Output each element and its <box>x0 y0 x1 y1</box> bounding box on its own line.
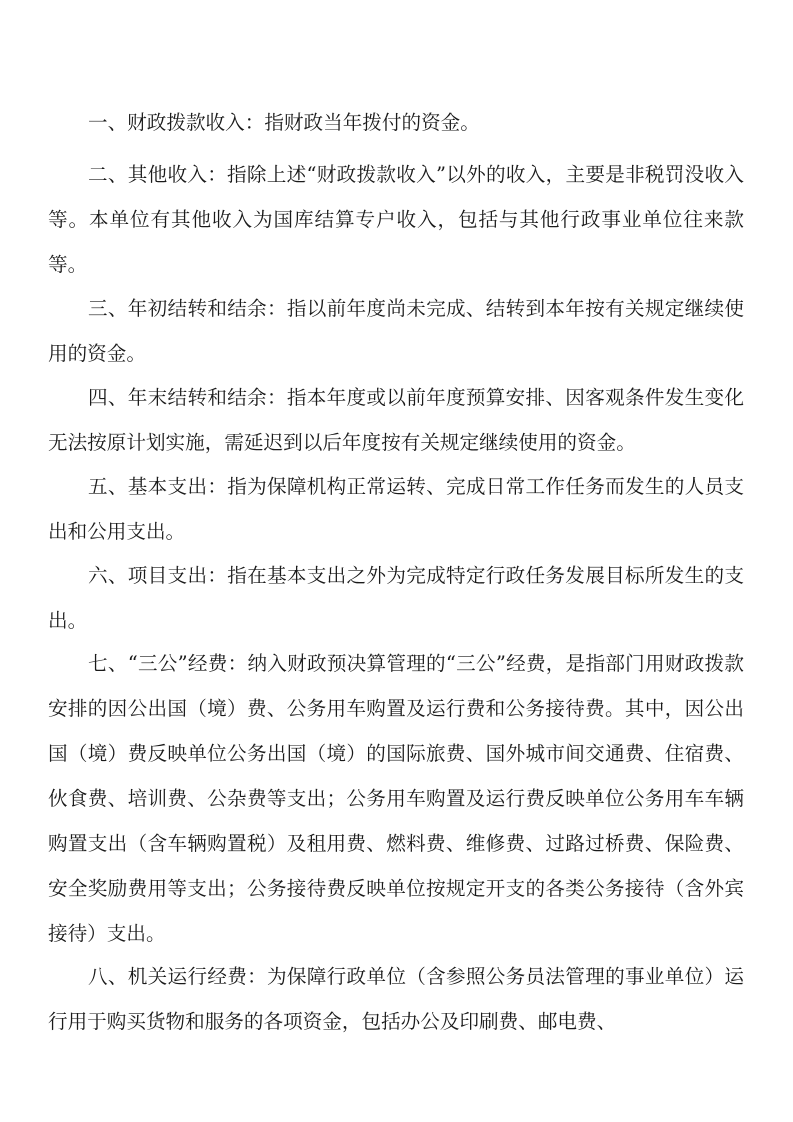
paragraph-basic-expenditure: 五、基本支出：指为保障机构正常运转、完成日常工作任务而发生的人员支出和公用支出。 <box>48 475 744 543</box>
paragraph-fiscal-appropriation-income: 一、财政拨款收入：指财政当年拨付的资金。 <box>88 111 480 134</box>
paragraph-three-public-expenses: 七、“三公”经费：纳入财政预决算管理的“三公”经费，是指部门用财政拨款安排的因公出国（境）费、公务用车购置及运行费和公务接待费。其中，因公出国（境）费反映单位公务出国（境）的国际旅费、国外城市间交通费、住宿费、伙食费、培训费、公杂费等支出；公务用车购置及运行费反映单位公务用车车辆购置支出（含车辆购置税）及租用费、燃料费、维修费、过路过桥费、保险费、安全奖励费用等支出；公务接待费反映单位按规定开支的各类公务接待（含外宾接待）支出。 <box>48 652 744 945</box>
paragraph-carryover-beginning-of-year: 三、年初结转和结余：指以前年度尚未完成、结转到本年按有关规定继续使用的资金。 <box>48 297 744 365</box>
paragraph-project-expenditure: 六、项目支出：指在基本支出之外为完成特定行政任务发展目标所发生的支出。 <box>48 564 744 632</box>
paragraph-other-income: 二、其他收入：指除上述“财政拨款收入”以外的收入，主要是非税罚没收入等。本单位有其他收入为国库结算专户收入，包括与其他行政事业单位往来款等。 <box>48 163 744 276</box>
paragraph-carryover-end-of-year: 四、年末结转和结余：指本年度或以前年度预算安排、因客观条件发生变化无法按原计划实施，需延迟到以后年度按有关规定继续使用的资金。 <box>48 386 744 454</box>
paragraph-agency-operating-funds: 八、机关运行经费：为保障行政单位（含参照公务员法管理的事业单位）运行用于购买货物和服务的各项资金，包括办公及印刷费、邮电费、 <box>48 965 744 1033</box>
